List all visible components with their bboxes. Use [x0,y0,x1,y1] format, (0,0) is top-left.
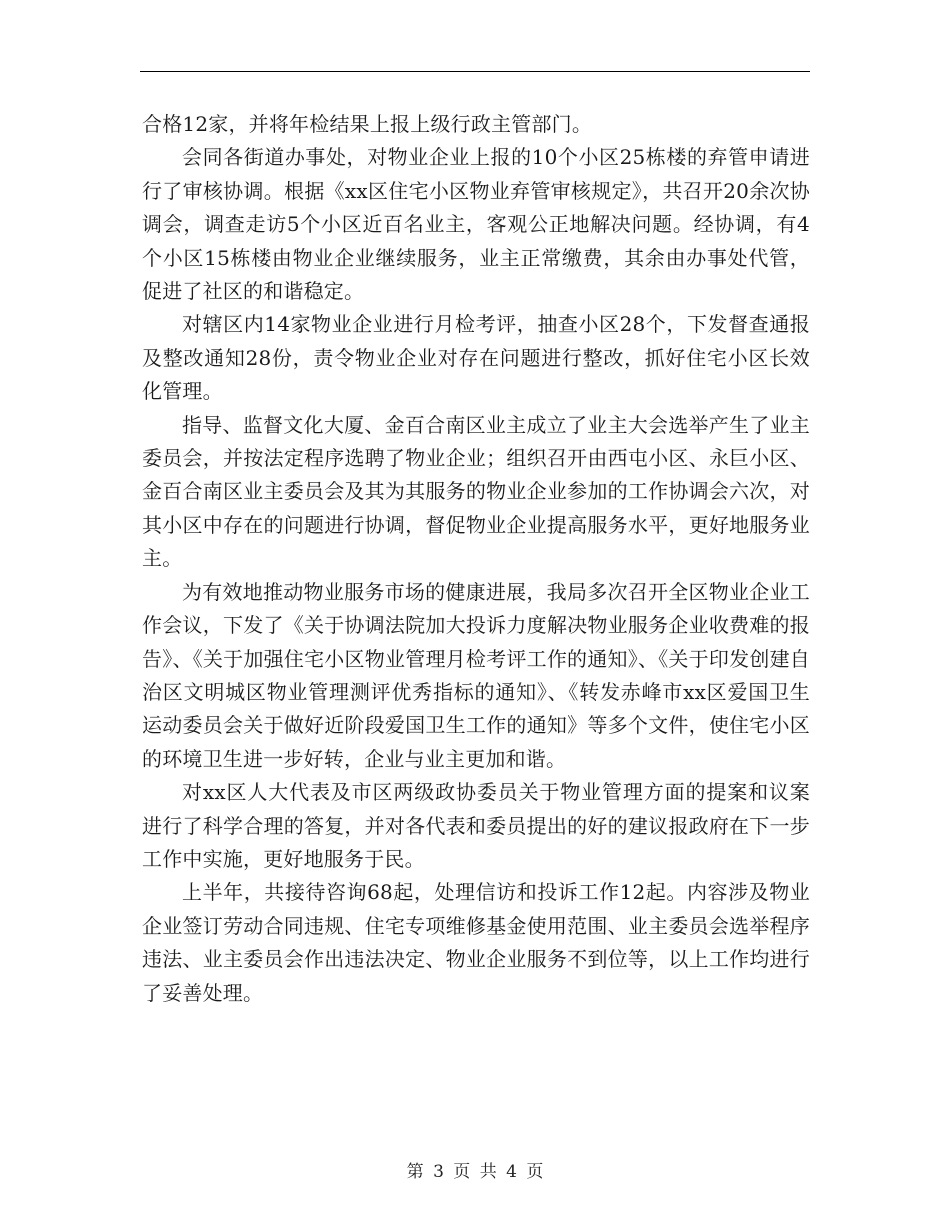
paragraph-complaints: 上半年，共接待咨询68起，处理信访和投诉工作12起。内容涉及物业企业签订劳动合同违规、住宅专项维修基金使用范围、业主委员会选举程序违法、业主委员会作出违法决定、物业企业服务不到位等，以上工作均进行了妥善处理。 [142,880,810,1005]
document-body [142,108,810,1010]
paragraph-proposal-replies: 对xx区人大代表及市区两级政协委员关于物业管理方面的提案和议案进行了科学合理的答复，并对各代表和委员提出的好的建议报政府在下一步工作中实施，更好地服务于民。 [142,780,810,871]
paragraph-monthly-inspection: 对辖区内14家物业企业进行月检考评，抽查小区28个，下发督查通报及整改通知28份，责令物业企业对存在问题进行整改，抓好住宅小区长效化管理。 [142,312,810,404]
paragraph-owners-committee: 指导、监督文化大厦、金百合南区业主成立了业主大会选举产生了业主委员会，并按法定程序选聘了物业企业；组织召开由西屯小区、永巨小区、金百合南区业主委员会及其为其服务的物业企业参加的工作协调会六次，对其小区中存在的问题进行协调，督促物业企业提高服务水平，更好地服务业主。 [142,412,810,571]
paragraph-work-meetings: 为有效地推动物业服务市场的健康进展，我局多次召开全区物业企业工作会议，下发了《关于协调法院加大投诉力度解决物业服务企业收费难的报告》、《关于加强住宅小区物业管理月检考评工作的通知》、《关于印发创建自治区文明城区物业管理测评优秀指标的通知》、《转发赤峰市xx区爱国卫生运动委员会关于做好近阶段爱国卫生工作的通知》等多个文件，使住宅小区的环境卫生进一步好转，企业与业主更加和谐。 [142,579,810,771]
page-number-footer: 第 3 页 共 4 页 [406,1162,544,1182]
paragraph-abandonment-review: 会同各街道办事处，对物业企业上报的10个小区25栋楼的弃管申请进行了审核协调。根据《xx区住宅小区物业弃管审核规定》，共召开20余次协调会，调查走访5个小区近百名业主，客观公正地解决问题。经协调，有4个小区15栋楼由物业企业继续服务，业主正常缴费，其余由办事处代管，促进了社区的和谐稳定。 [142,145,810,304]
paragraph-continuation: 合格12家，并将年检结果上报上级行政主管部门。 [142,112,593,136]
header-rule [140,71,810,72]
